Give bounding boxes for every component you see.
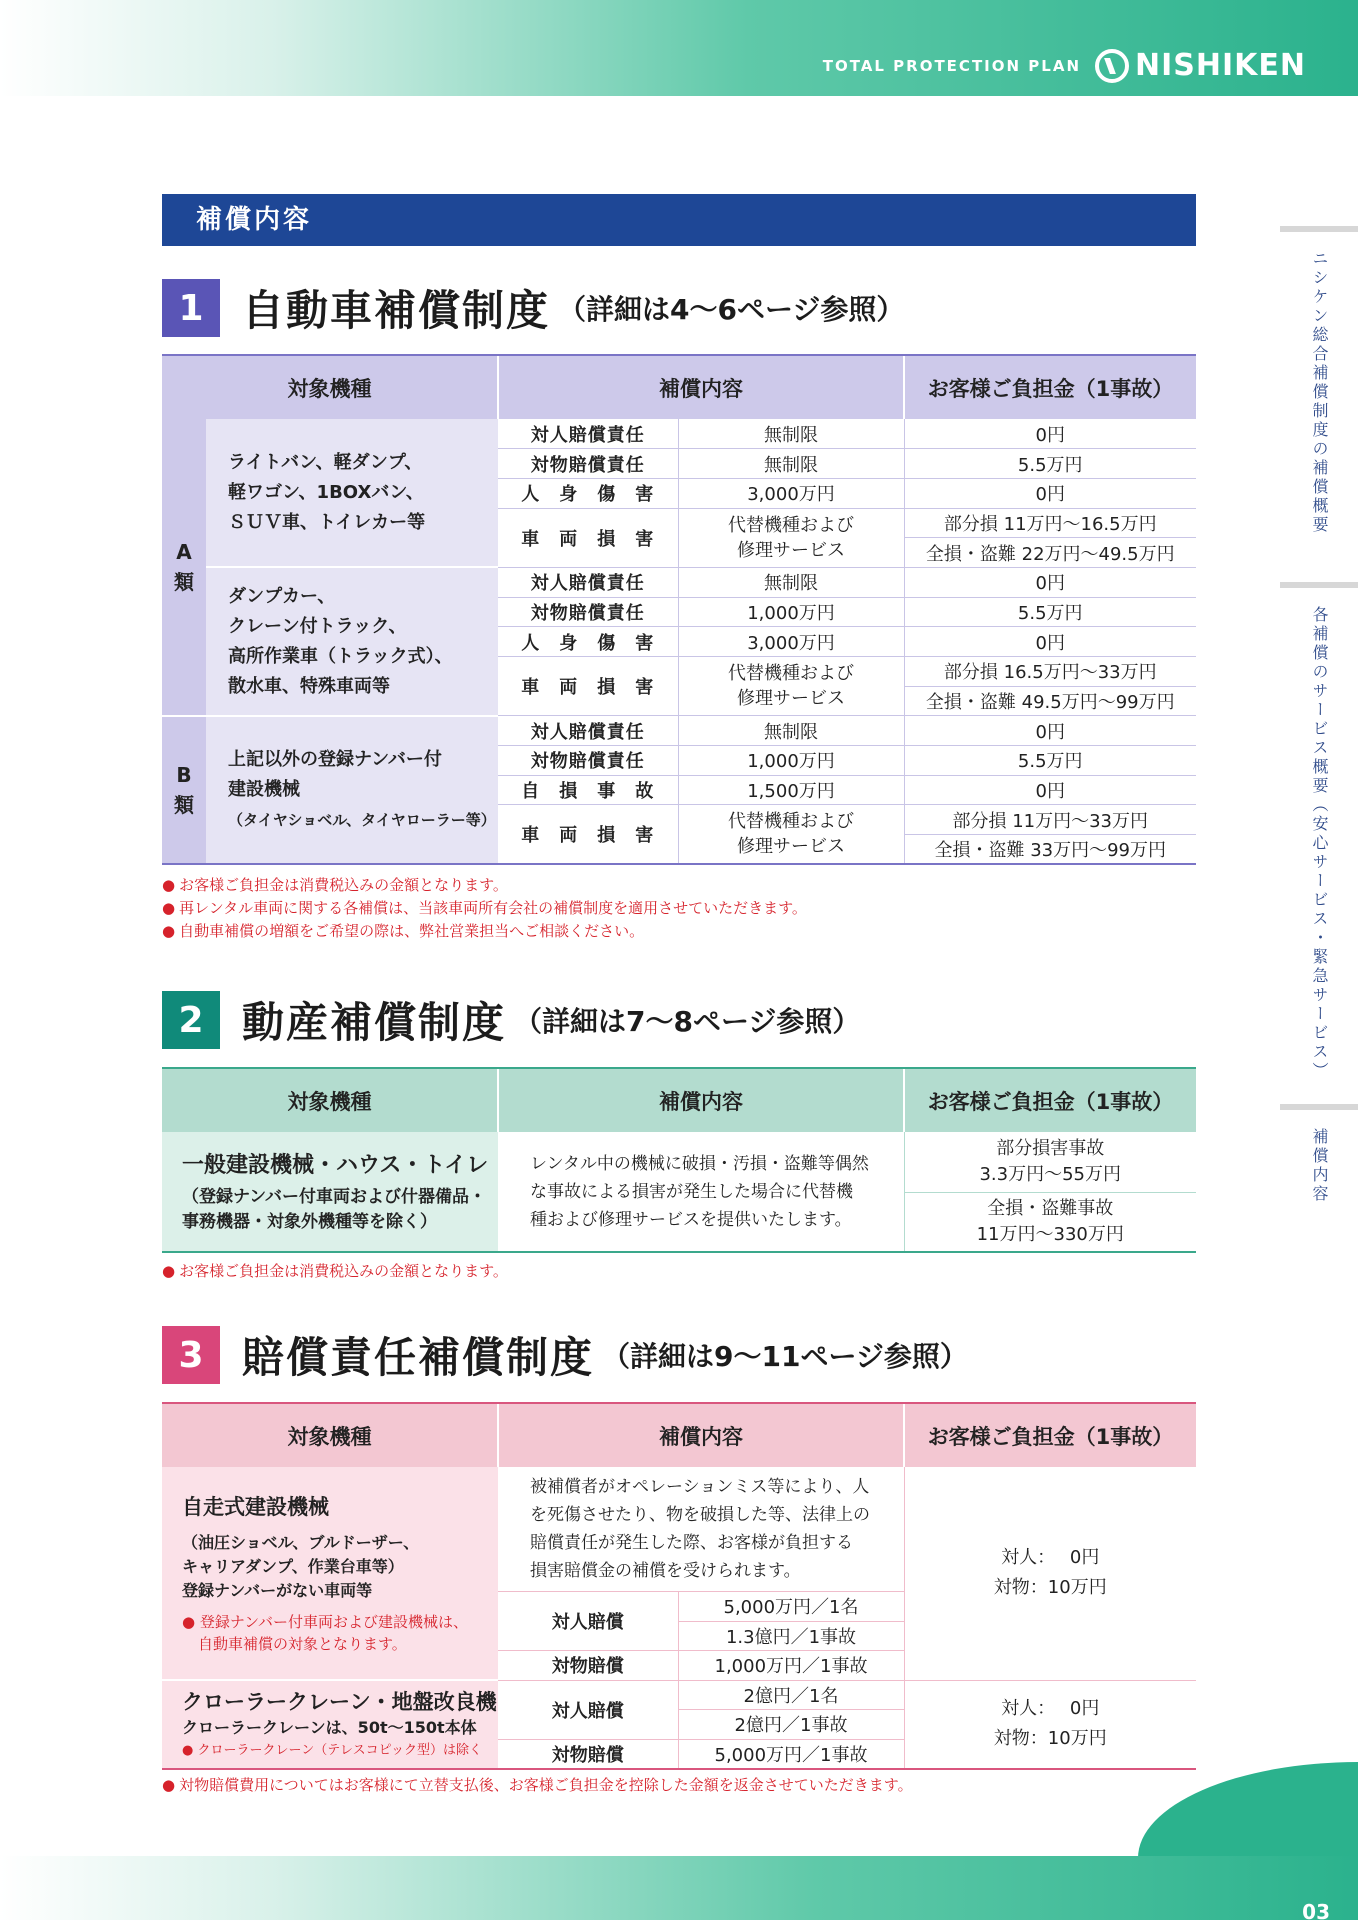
nishiken-logo-icon (1095, 49, 1129, 83)
burden-cell: 0円 (904, 478, 1196, 508)
item-cell: 車 両 損 害 (498, 508, 678, 567)
section-title: 自動車補償制度 (242, 286, 551, 335)
value-cell: 無制限 (678, 716, 904, 746)
brand-logo (1095, 48, 1306, 83)
side-nav-item-overview[interactable] (1280, 226, 1358, 582)
auto-table (162, 354, 1196, 865)
value-cell: 代替機種および 修理サービス (678, 805, 904, 864)
value-cell: 1,000万円／1事故 (678, 1651, 904, 1681)
burden-cell: 部分損 16.5万円〜33万円 (904, 657, 1196, 687)
corner-decoration (1138, 1762, 1358, 1858)
value-cell: 5,000万円／1事故 (678, 1739, 904, 1769)
value-cell: 3,000万円 (678, 627, 904, 657)
item-cell: 車 両 損 害 (498, 805, 678, 864)
burden-cell: 全損・盗難 49.5万円〜99万円 (904, 686, 1196, 716)
value-cell: 2億円／1事故 (678, 1710, 904, 1740)
section-title: 動産補償制度 (242, 998, 507, 1047)
value-cell: 5,000万円／1名 (678, 1592, 904, 1622)
burden-cell: 対人： 0円 対物：10万円 (904, 1680, 1196, 1769)
burden-cell: 全損・盗難 22万円〜49.5万円 (904, 538, 1196, 568)
side-nav-label: 補償内容 (1310, 1128, 1329, 1204)
machine-cell: クローラークレーン・地盤改良機 クローラークレーンは、50t〜150t本体 ● クローラークレーン（テレスコピック型）は除く (162, 1680, 498, 1769)
burden-cell: 部分損害事故 3.3万円〜55万円 (904, 1132, 1196, 1192)
col-header-coverage: 補償内容 (498, 1403, 904, 1467)
burden-cell: 0円 (904, 775, 1196, 805)
description-cell: 被補償者がオペレーションミス等により、人 を死傷させたり、物を破損した等、法律上の 賠償責任が発生した際、お客様が負担する 損害賠償金の補償を受けられます。 (498, 1467, 904, 1592)
group-a-label: A類 (162, 419, 206, 716)
property-section-title (162, 990, 860, 1050)
item-cell: 人 身 傷 害 (498, 627, 678, 657)
section-subtitle: （詳細は4〜6ページ参照） (558, 293, 905, 326)
value-cell: 2億円／1名 (678, 1680, 904, 1710)
note: ● 対物賠償費用についてはお客様にて立替支払後、お客様ご負担金を控除した金額を返金させていただきます。 (162, 1774, 913, 1797)
item-cell: 対人賠償責任 (498, 567, 678, 597)
side-nav-item-coverage[interactable] (1280, 1104, 1358, 1224)
section-number: 1 (162, 279, 220, 337)
footer-band (0, 1856, 1358, 1920)
section-subtitle: （詳細は9〜11ページ参照） (602, 1340, 968, 1373)
auto-section-title (162, 278, 904, 338)
burden-cell: 5.5万円 (904, 597, 1196, 627)
page-number: 03 (1302, 1900, 1330, 1920)
burden-cell: 5.5万円 (904, 449, 1196, 479)
item-cell: 対物賠償責任 (498, 449, 678, 479)
value-cell: 1,500万円 (678, 775, 904, 805)
burden-cell: 0円 (904, 419, 1196, 449)
value-cell: 代替機種および 修理サービス (678, 657, 904, 716)
property-notes (162, 1260, 508, 1283)
value-cell: 無制限 (678, 419, 904, 449)
col-header-burden: お客様ご負担金（1事故） (904, 355, 1196, 419)
table-row (162, 1132, 1196, 1192)
machine-cell: 自走式建設機械 （油圧ショベル、ブルドーザー、 キャリアダンプ、作業台車等） 登録ナンバーがない車両等 ● 登録ナンバー付車両および建設機械は、 自動車補償の対象となります。 (162, 1467, 498, 1680)
item-cell: 対物賠償 (498, 1739, 678, 1769)
brand-name: NISHIKEN (1135, 48, 1306, 83)
property-table (162, 1067, 1196, 1253)
note: ● お客様ご負担金は消費税込みの金額となります。 (162, 1260, 508, 1283)
brand-plan: TOTAL PROTECTION PLAN (822, 56, 1081, 75)
section-number: 3 (162, 1326, 220, 1384)
section-subtitle: （詳細は7〜8ページ参照） (514, 1005, 861, 1038)
col-header-burden: お客様ご負担金（1事故） (904, 1068, 1196, 1132)
burden-cell: 全損・盗難 33万円〜99万円 (904, 835, 1196, 865)
table-row (162, 419, 1196, 449)
burden-cell: 0円 (904, 567, 1196, 597)
burden-cell: 対人： 0円 対物：10万円 (904, 1467, 1196, 1680)
machine-cell: ライトバン、軽ダンプ、 軽ワゴン、1BOXバン、 ＳＵＶ車、トイレカー等 (206, 419, 498, 567)
section-title: 賠償責任補償制度 (242, 1333, 595, 1382)
value-cell: 3,000万円 (678, 478, 904, 508)
col-header-coverage: 補償内容 (498, 355, 904, 419)
side-nav-item-services[interactable] (1280, 582, 1358, 1104)
note: ● 再レンタル車両に関する各補償は、当該車両所有会社の補償制度を適用させていただきます。 (162, 897, 807, 920)
value-cell: 代替機種および 修理サービス (678, 508, 904, 567)
table-row (162, 1467, 1196, 1592)
note: ● お客様ご負担金は消費税込みの金額となります。 (162, 874, 807, 897)
value-cell: 1,000万円 (678, 597, 904, 627)
table-row (162, 716, 1196, 746)
machine-cell: 一般建設機械・ハウス・トイレ （登録ナンバー付車両および什器備品・ 事務機器・対象外機種等を除く） (162, 1132, 498, 1252)
description-cell: レンタル中の機械に破損・汚損・盗難等偶然 な事故による損害が発生した場合に代替機 種および修理サービスを提供いたします。 (498, 1132, 904, 1252)
machine-cell: 上記以外の登録ナンバー付 建設機械 （タイヤショベル、タイヤローラー等） (206, 716, 498, 864)
item-cell: 対人賠償責任 (498, 716, 678, 746)
item-cell: 対物賠償 (498, 1651, 678, 1681)
burden-cell: 0円 (904, 716, 1196, 746)
item-cell: 人 身 傷 害 (498, 478, 678, 508)
section-number: 2 (162, 991, 220, 1049)
value-cell: 1,000万円 (678, 746, 904, 776)
liability-notes (162, 1774, 913, 1797)
col-header-machine: 対象機種 (162, 355, 498, 419)
side-nav (1280, 226, 1358, 1224)
group-b-label: B類 (162, 716, 206, 864)
liability-table (162, 1402, 1196, 1770)
side-nav-label: 各補償のサービス概要（安心サービス・緊急サービス） (1310, 606, 1329, 1081)
col-header-coverage: 補償内容 (498, 1068, 904, 1132)
table-row (162, 1680, 1196, 1710)
machine-cell: ダンプカー、 クレーン付トラック、 高所作業車（トラック式）、 散水車、特殊車両等 (206, 567, 498, 715)
brand (823, 48, 1306, 83)
item-cell: 対物賠償責任 (498, 746, 678, 776)
col-header-machine: 対象機種 (162, 1068, 498, 1132)
table-row (162, 567, 1196, 597)
side-nav-label: ニシケン総合補償制度の補償概要 (1310, 250, 1329, 535)
value-cell: 1.3億円／1事故 (678, 1621, 904, 1651)
col-header-machine: 対象機種 (162, 1403, 498, 1467)
value-cell: 無制限 (678, 449, 904, 479)
section-header: 補償内容 (162, 194, 1196, 246)
burden-cell: 5.5万円 (904, 746, 1196, 776)
burden-cell: 0円 (904, 627, 1196, 657)
note: ● 自動車補償の増額をご希望の際は、弊社営業担当へご相談ください。 (162, 920, 807, 943)
item-cell: 対人賠償 (498, 1680, 678, 1739)
item-cell: 対人賠償 (498, 1592, 678, 1651)
auto-notes (162, 874, 807, 943)
col-header-burden: お客様ご負担金（1事故） (904, 1403, 1196, 1467)
item-cell: 自 損 事 故 (498, 775, 678, 805)
burden-cell: 部分損 11万円〜16.5万円 (904, 508, 1196, 538)
item-cell: 対物賠償責任 (498, 597, 678, 627)
item-cell: 対人賠償責任 (498, 419, 678, 449)
item-cell: 車 両 損 害 (498, 657, 678, 716)
burden-cell: 部分損 11万円〜33万円 (904, 805, 1196, 835)
liability-section-title (162, 1325, 968, 1385)
burden-cell: 全損・盗難事故 11万円〜330万円 (904, 1192, 1196, 1252)
value-cell: 無制限 (678, 567, 904, 597)
